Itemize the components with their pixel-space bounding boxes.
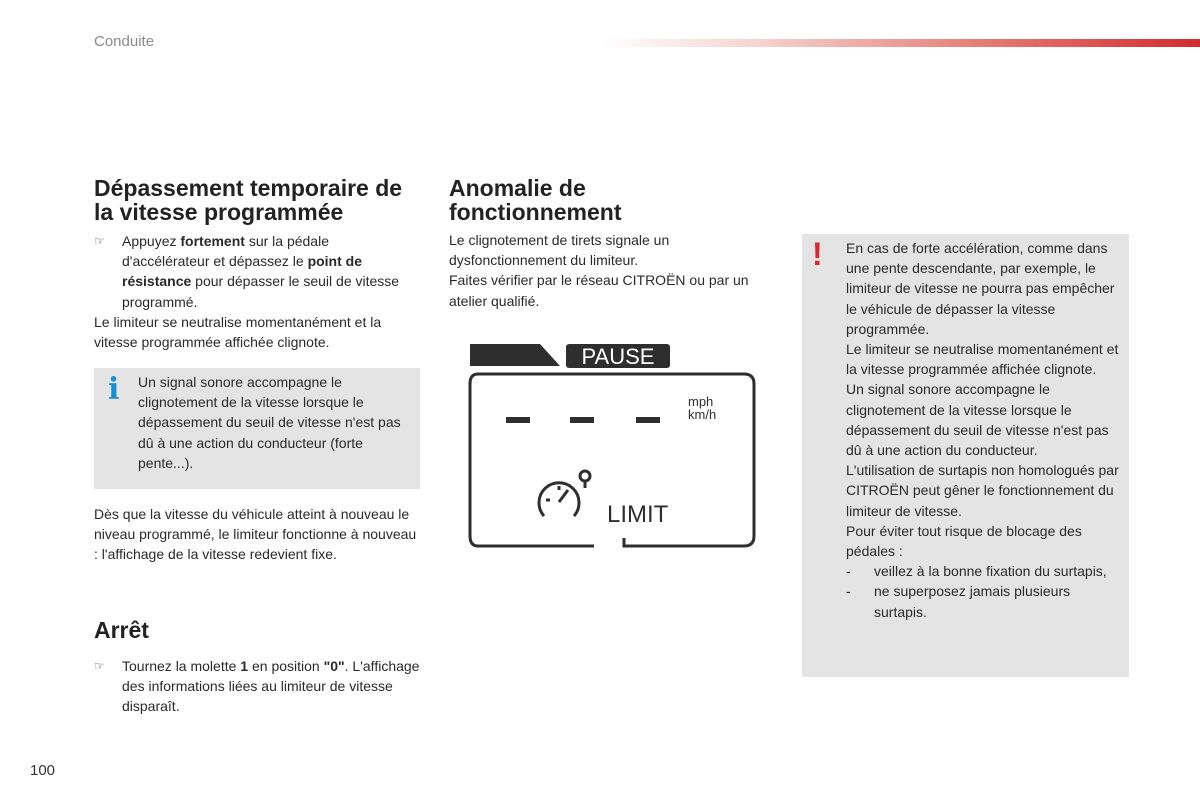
middle-title-line1: Anomalie de [449, 175, 586, 201]
display-tab-shape [470, 344, 560, 366]
warning-text [846, 238, 1124, 622]
screen-frame-left [470, 374, 594, 546]
left-para1: Le limiteur se neutralise momentanément et la vitesse programmée affichée clignote. [94, 313, 382, 351]
warning-exclamation-icon: ! [812, 236, 823, 272]
left-bullet [94, 231, 420, 352]
unit-kmh: km/h [688, 407, 717, 422]
speed-dash-2 [570, 417, 594, 423]
warning-line: Un signal sonore accompagne le clignotement de la vitesse lorsque le dépassement du seuil de vitesse n'est pas dû à une action du conducteur. [846, 381, 1109, 459]
header-accent-bar [600, 39, 1200, 47]
speedometer-icon [539, 471, 590, 516]
left-title-line1: Dépassement temporaire de [94, 175, 403, 201]
left-para2: Dès que la vitesse du véhicule atteint à nouveau le niveau programmé, le limiteur fonctionne à nouveau : l'affichage de la vitesse redevient fixe. [94, 506, 417, 563]
speed-dash-3 [636, 417, 660, 423]
info-icon: i [108, 372, 120, 407]
middle-title [449, 176, 769, 224]
dash-text: veillez à la bonne fixation du surtapis, [874, 563, 1107, 580]
warning-line: L'utilisation de surtapis non homologués par CITROËN peut gêner le fonctionnement du limiteur de vitesse. [846, 462, 1119, 519]
warning-line: Le limiteur se neutralise momentanément et la vitesse programmée affichée clignote. [846, 341, 1119, 378]
info-text: Un signal sonore accompagne le clignotement de la vitesse lorsque le dépassement du seuil de vitesse n'est pas dû à une action du conducteur (forte pente...). [138, 374, 401, 471]
left-bullet-text: Appuyez fortement sur la pédale d'accélérateur et dépassez le point de résistance pour dépasser le seuil de vitesse programmé. [122, 233, 400, 310]
arret-text: Tournez la molette 1 en position "0". L'affichage des informations liées au limiteur de vitesse disparaît. [122, 658, 420, 715]
info-box [94, 368, 420, 489]
speed-dash-1 [506, 417, 530, 423]
warning-line: En cas de forte accélération, comme dans une pente descendante, par exemple, le limiteur de vitesse ne pourra pas empêcher le véhicule de dépasser la vitesse programmée. [846, 240, 1115, 337]
warning-dash-item [846, 581, 1124, 621]
arret-title: Arrêt [94, 617, 149, 643]
pause-label: PAUSE [581, 344, 655, 369]
left-title-line2: la vitesse programmée [94, 199, 344, 225]
warning-dash-item [846, 561, 1124, 581]
middle-title-line2: fonctionnement [449, 199, 622, 225]
limiter-display-illustration [464, 340, 760, 552]
dash-text: ne superposez jamais plusieurs surtapis. [874, 583, 1071, 620]
middle-para1: Le clignotement de tirets signale un dysfonctionnement du limiteur. [449, 232, 670, 269]
unit-mph: mph [688, 394, 714, 409]
warning-box [802, 234, 1129, 677]
dash-symbol: - [846, 583, 851, 600]
middle-para [449, 230, 769, 311]
left-title [94, 176, 434, 224]
section-label: Conduite [94, 33, 155, 50]
page-number: 100 [30, 762, 56, 779]
limit-label: LIMIT [607, 501, 669, 528]
warning-line: Pour éviter tout risque de blocage des pédales : [846, 522, 1082, 560]
hand-pointer-icon: ☞ [94, 234, 105, 248]
middle-para2: Faites vérifier par le réseau CITROËN ou par un atelier qualifié. [449, 272, 749, 309]
arret-bullet [94, 656, 420, 717]
hand-pointer-icon: ☞ [94, 659, 105, 673]
dash-symbol: - [846, 563, 851, 580]
